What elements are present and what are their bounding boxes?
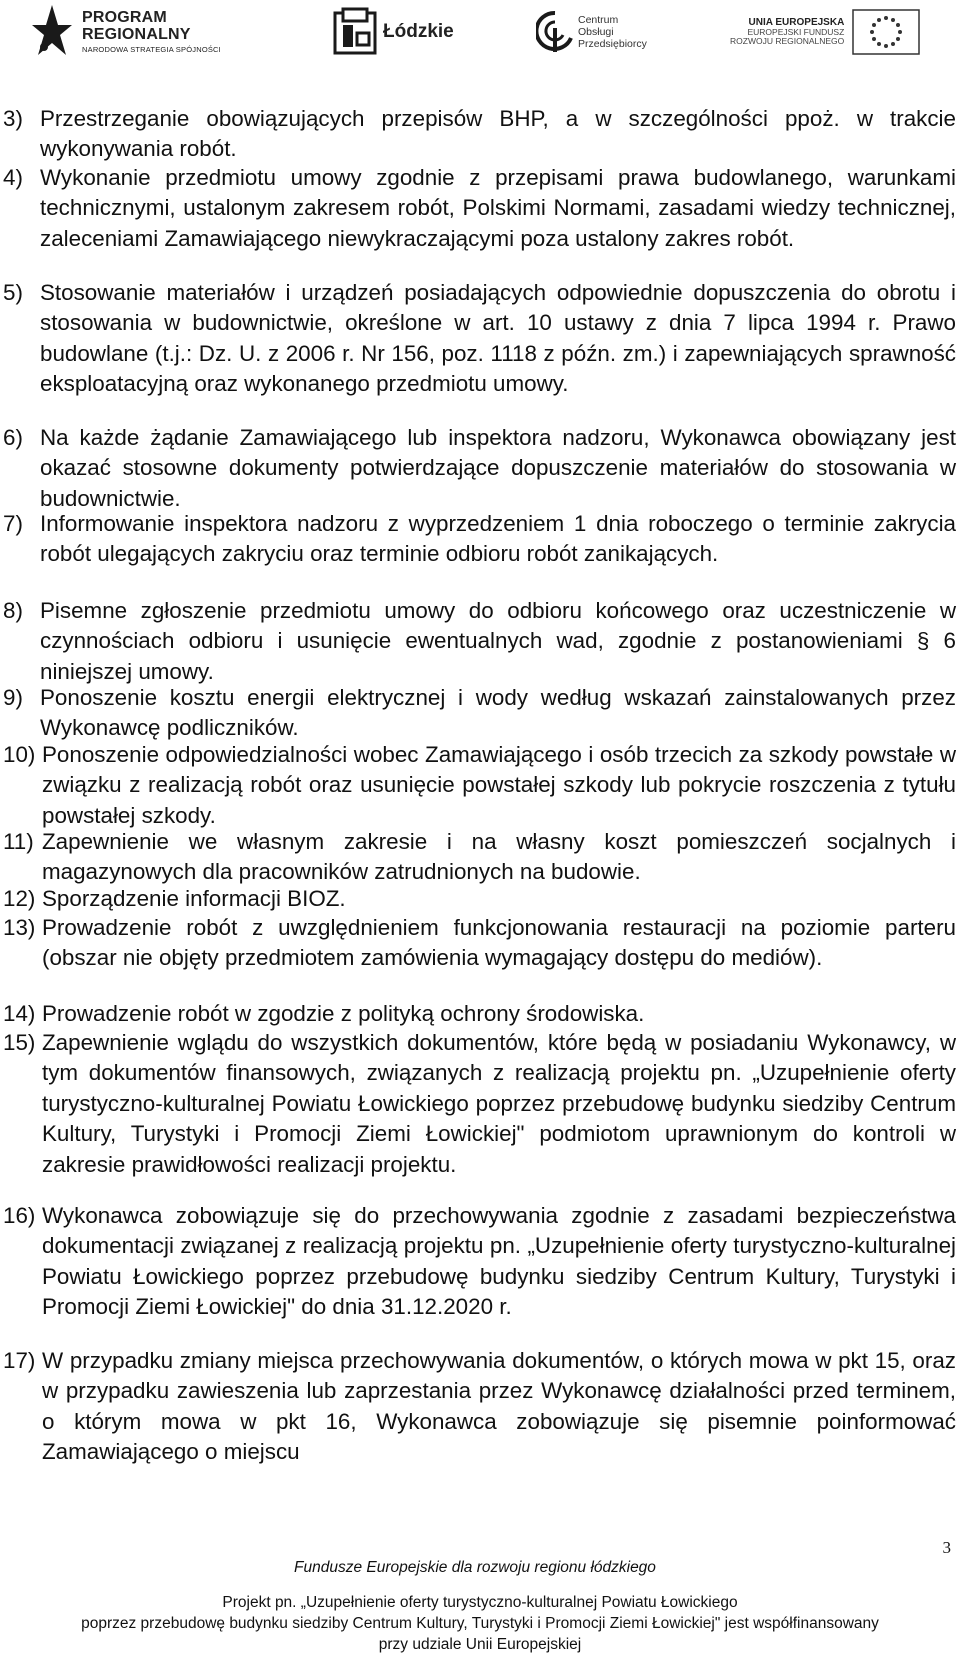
list-item	[3, 163, 956, 254]
item-text: Wykonawca zobowiązuje się do przechowywania zgodnie z zasadami bezpieczeństwa dokumentacji związanej z realizacją projektu pn. „Uzupełnienie oferty turystyczno-kulturalnej Powiatu Łowickiego poprzez przebudowę budynku siedziby Centrum Kultury, Turystyki i Promocji Ziemi Łowickiej" do dnia 31.12.2020 r.	[42, 1203, 956, 1320]
list-item	[3, 278, 956, 400]
list-item	[3, 827, 956, 888]
list-item	[3, 1201, 956, 1323]
item-text: Informowanie inspektora nadzoru z wyprzedzeniem 1 dnia roboczego o terminie zakrycia robót ulegających zakryciu oraz terminie odbioru robót zanikających.	[40, 511, 956, 567]
item-number: 17)	[3, 1348, 36, 1373]
program-logo-line2: REGIONALNY	[82, 25, 191, 43]
program-logo-text	[82, 10, 221, 54]
item-number: 3)	[3, 106, 23, 131]
list-item	[3, 423, 956, 514]
item-number: 12)	[3, 886, 36, 911]
item-text: Sporządzenie informacji BIOZ.	[42, 886, 346, 911]
star-silhouette-icon	[30, 3, 74, 61]
eu-logo	[730, 0, 920, 64]
item-text: Prowadzenie robót z uwzględnieniem funkcjonowania restauracji na poziomie parteru (obszar nie objęty przedmiotem zamówienia wymagający dostępu do mediów).	[42, 915, 956, 971]
list-item	[3, 913, 956, 974]
lodzkie-logo	[333, 0, 454, 64]
program-logo-line3: NARODOWA STRATEGIA SPÓJNOŚCI	[82, 45, 221, 55]
lodzkie-emblem-icon	[333, 7, 377, 57]
page-number: 3	[942, 1538, 951, 1557]
item-text: Na każde żądanie Zamawiającego lub inspektora nadzoru, Wykonawca obowiązany jest okazać stosowne dokumenty potwierdzające dopuszczenie materiałów do stosowania w budownictwie.	[40, 425, 956, 511]
list-item	[3, 999, 956, 1029]
item-text: Ponoszenie odpowiedzialności wobec Zamawiającego i osób trzecich za szkody powstałe w związku z realizacją robót oraz usunięcie powstałej szkody lub pokrycie roszczenia z tytułu powstałej szkody.	[42, 742, 956, 828]
item-text: Stosowanie materiałów i urządzeń posiadających odpowiednie dopuszczenia do obrotu i stosowania w budownictwie, określone w art. 10 ustawy z dnia 7 lipca 1994 r. Prawo budowlane (t.j.: Dz. U. z 2006 r. Nr 156, poz. 1118 z późn. zm.) i zapewniających sprawność eksploatacyjną oraz wykonanego przedmiotu umowy.	[40, 280, 956, 397]
cop-emblem-icon	[536, 10, 574, 54]
centrum-obslugi-logo	[536, 0, 647, 64]
eu-logo-line2: EUROPEJSKI FUNDUSZ	[747, 27, 845, 38]
item-number: 5)	[3, 280, 23, 305]
item-number: 6)	[3, 425, 23, 450]
item-text: Pisemne zgłoszenie przedmiotu umowy do odbioru końcowego oraz uczestniczenie w czynnościach odbioru i usunięcie ewentualnych wad, zgodnie z postanowieniami § 6 niniejszej umowy.	[40, 598, 956, 684]
list-item	[3, 740, 956, 831]
cop-logo-line1: Centrum	[578, 13, 619, 26]
item-number: 15)	[3, 1030, 36, 1055]
item-text: Zapewnienie wglądu do wszystkich dokumentów, które będą w posiadaniu Wykonawcy, w tym dokumentów finansowych, związanych z realizacją projektu pn. „Uzupełnienie oferty turystyczno-kulturalnej Powiatu Łowickiego poprzez przebudowę budynku siedziby Centrum Kultury, Turystyki i Promocji Ziemi Łowickiej" podmiotom uprawnionym do kontroli w zakresie prawidłowości realizacji projektu.	[42, 1030, 956, 1177]
item-text: W przypadku zmiany miejsca przechowywania dokumentów, o których mowa w pkt 15, oraz w przypadku zawieszenia lub zaprzestania przez Wykonawcę działalności przed terminem, o którym mowa w pkt 16, Wykonawca zobowiązuje się pisemnie poinformować Zamawiającego o miejscu	[42, 1348, 956, 1465]
item-number: 14)	[3, 1001, 36, 1026]
list-item	[3, 1028, 956, 1180]
list-item	[3, 884, 956, 914]
cop-logo-line3: Przedsiębiorcy	[578, 38, 647, 51]
item-number: 16)	[3, 1203, 36, 1228]
item-number: 13)	[3, 915, 36, 940]
header-logo-bar	[0, 0, 960, 70]
cop-logo-line2: Obsługi	[578, 25, 614, 38]
list-item	[3, 509, 956, 570]
list-item	[3, 596, 956, 687]
cop-logo-text	[578, 14, 647, 50]
item-number: 10)	[3, 742, 36, 767]
item-text: Ponoszenie kosztu energii elektrycznej i wody według wskazań zainstalowanych przez Wykonawcę podliczników.	[40, 685, 956, 741]
program-regionalny-logo	[30, 0, 221, 64]
footer-project-line1: Projekt pn. „Uzupełnienie oferty turystyczno-kulturalnej Powiatu Łowickiego	[222, 1594, 738, 1611]
footer-project-line3: przy udziale Unii Europejskiej	[378, 1636, 582, 1653]
item-number: 7)	[3, 511, 23, 536]
item-number: 4)	[3, 165, 23, 190]
list-item	[3, 104, 956, 165]
item-text: Wykonanie przedmiotu umowy zgodnie z przepisami prawa budowlanego, warunkami technicznymi, ustalonym zakresem robót, Polskimi Normami, zasadami wiedzy technicznej, zaleceniami Zamawiającego niewykraczającymi poza ustalony zakres robót.	[40, 165, 956, 251]
list-item	[3, 1346, 956, 1468]
eu-logo-text	[730, 18, 844, 46]
eu-logo-line3: ROZWOJU REGIONALNEGO	[730, 36, 845, 47]
item-number: 11)	[3, 829, 34, 854]
footer-fund-line: Fundusze Europejskie dla rozwoju regionu łódzkiego	[294, 1559, 656, 1576]
eu-logo-line1: UNIA EUROPEJSKA	[748, 16, 845, 28]
item-number: 8)	[3, 598, 23, 623]
item-text: Przestrzeganie obowiązujących przepisów BHP, a w szczególności ppoż. w trakcie wykonywania robót.	[40, 106, 956, 162]
item-text: Zapewnienie we własnym zakresie i na własny koszt pomieszczeń socjalnych i magazynowych dla pracowników zatrudnionych na budowie.	[42, 829, 956, 885]
list-item	[3, 683, 956, 744]
item-text: Prowadzenie robót w zgodzie z polityką ochrony środowiska.	[42, 1001, 645, 1026]
item-number: 9)	[3, 685, 23, 710]
lodzkie-logo-text: Łódzkie	[383, 21, 454, 43]
program-logo-line1: PROGRAM	[82, 8, 167, 26]
eu-flag-icon	[852, 9, 920, 55]
footer-project-line2: poprzez przebudowę budynku siedziby Centrum Kultury, Turystyki i Promocji Ziemi Łowickiej" jest współfinansowany	[81, 1615, 879, 1632]
